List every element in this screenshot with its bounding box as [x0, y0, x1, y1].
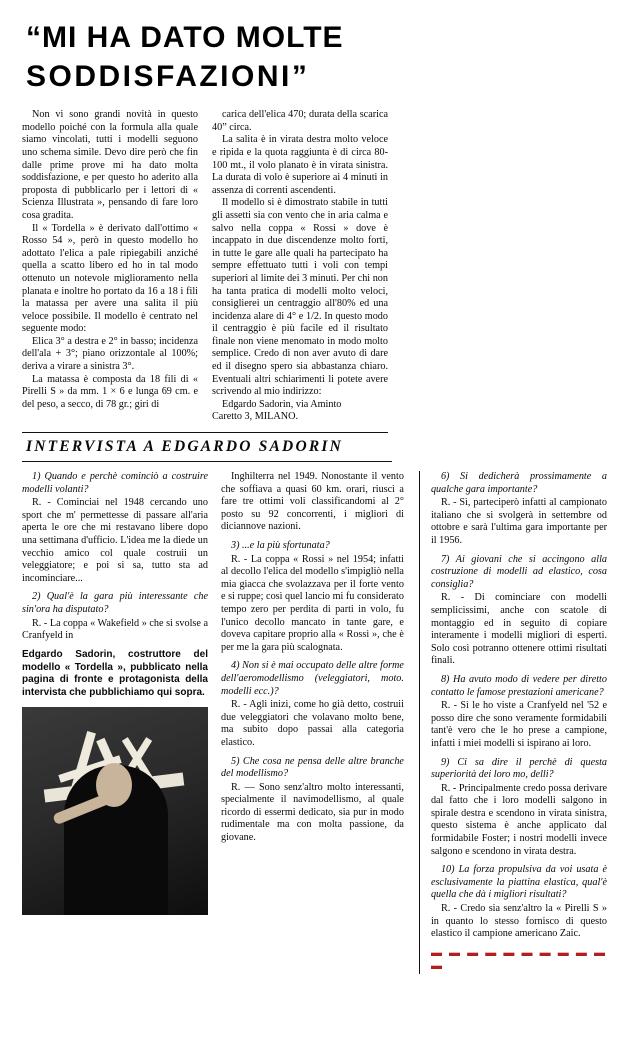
interview-question: 8) Ha avuto modo di vedere per diretto contatto le famose prestazioni americane?: [430, 673, 607, 698]
top-article-left-column: [22, 109, 198, 424]
interview-answer: Inghilterra nel 1949. Nonostante il vento che soffiava a quasi 60 km. orari, riuscì a fare tre ottimi voli classificandomi al 2° posto su 92 concorrenti, i migliori di diciannove nazioni.: [221, 471, 404, 533]
interview-body: [22, 471, 607, 974]
interview-question: 10) La forza propulsiva da voi usata è esclusivamente la piattina elastica, qual'è quella che dà i migliori risultati?: [430, 864, 607, 901]
headline-line-2: SODDISFAZIONI”: [26, 59, 310, 93]
headline-line-1: “MI HA DATO MOLTE: [26, 21, 344, 54]
photo-edgardo-sadorin: [22, 707, 208, 915]
interview-column-2: [221, 471, 404, 974]
interview-answer: R. - Sì, parteciperò infatti al campionato italiano che si svolgerà in settembre od ottobre e sarà l'ultima gara importante per il 1956.: [430, 497, 607, 546]
paragraph: carica dell'elica 470; durata della scarica 40” circa.: [212, 109, 388, 133]
interview-title: INTERVISTA A EDGARDO SADORIN: [22, 433, 392, 462]
interview-answer: R. — Sono senz'altro molto interessanti, specialmente il navimodellismo, al quale ricordo di essermi dedicato, sia pur in modo rudimentale ma con molta passione, da giovane.: [221, 781, 404, 844]
top-article-right-column: [212, 109, 388, 424]
interview-answer: R. - Di cominciare con modelli semplicissimi, anche con scatole di montaggio ed in seguito di copiare interamente i modelli migliori di esperti. Solo così potranno ottenere ottimi risultati finali.: [430, 592, 607, 667]
interview-question: 4) Non si è mai occupato delle altre forme dell'aeromodellismo (veleggiatori, moto. modelli ecc.)?: [221, 660, 404, 697]
top-article: [22, 109, 388, 424]
paragraph: Il modello si è dimostrato stabile in tutti gli assetti sia con vento che in aria calma e salvo nella coppa « Rossi » dove è incappato in due discendenze molto forti, in tutte le gare alle quali ha partecipato ha sempre effettuato tutti i voli con tempi superiori al limite dei 3 minuti. Per chi non ha tanta pratica di modelli molto veloci, consiglierei un centraggio all'80% ed una incidenza alare di 4° e 1/2. In questo modo il centraggio è più facile ed il risultato finale non viene menomato in modo molto semplice. Credo di non aver avuto di dare ed il disegno spero sia abbastanza chiaro. Eventuali altri schiarimenti li potete avere scrivendo al mio indirizzo:: [212, 197, 388, 398]
interview-question: 1) Quando e perchè cominciò a costruire modelli volanti?: [22, 471, 208, 495]
interview-column-1: [22, 471, 208, 974]
interview-question: 3) ...e la più sfortunata?: [231, 540, 330, 551]
interview-answer: R. - La coppa « Rossi » nel 1954; infatti al decollo l'elica del modello s'impigliò nella mia giacca che svolazzava per il forte vento e si ruppe; così quel lancio mi fu considerato tempo zero per perdita di parti in volo, fu l'unico decollo mancato in tante gare, e doveva capitare proprio alla « Rossi », che è per me la gara più scalognata.: [221, 553, 404, 653]
photo-caption: Edgardo Sadorin, costruttore del modello « Tordella », pubblicato nella pagina di fronte e protagonista della intervista che pubblichiamo qui sopra.: [22, 648, 208, 699]
signature-line-2: Caretto 3, MILANO.: [212, 411, 299, 423]
paragraph: Il « Tordella » è derivato dall'ottimo « Rosso 54 », però in questo modello ho adottato l'elica a pale ripiegabili anziché quella a scatto libero ed ho in tal modo ottenuto un notevole miglioramento nella planata e inoltre ho portato da 16 a 18 i fili la matassa per avere una salita il più veloce possibile. Il modello è centrato nel seguente modo:: [22, 222, 198, 335]
paragraph: La salita è in virata destra molto veloce e ripida e la quota raggiunta è di circa 80-100 mt., il volo planato è in virata sinistra. La durata di volo è superiore ai 4 minuti in assenza di correnti ascendenti.: [212, 134, 388, 196]
interview-answer: R. - Sì le ho viste a Cranfyeld nel '52 e posso dire che sono veramente formidabili tant'è vero che le ho prese a campione, infatti i miei modelli si ispirano ai loro.: [430, 700, 607, 749]
interview-answer: R. - Cominciai nel 1948 cercando uno sport che m' permettesse di passare all'aria aperta le ore che mi restavano libere dopo una settimana d'ufficio. L'idea me la diede un vecchio amico col quale costruii un veleggiatore; e poi si sa, tutto sta ad incominciare...: [22, 497, 208, 584]
paragraph: La matassa è composta da 18 fili di « Pirelli S » da mm. 1 × 6 e lunga 69 cm. e del peso, a secco, di 78 gr.; giri di: [22, 373, 198, 410]
interview-question: 9) Ci sa dire il perchè di questa superiorità dei loro mo, delli?: [430, 756, 607, 781]
signature-line-1: Edgardo Sadorin, via Aminto: [222, 398, 342, 410]
interview-answer: R. - Agli inizi, come ho già detto, costruii due veleggiatori che volavano molto bene, ma subito dopo passai alla categoria elastico.: [221, 699, 404, 748]
interview-column-3: [419, 471, 607, 974]
paragraph: Non vi sono grandi novità in questo modello poiché con la formula alla quale siamo vincolati, tutti i modelli seguono uno schema simile. Devo dire però che fin dalle prime prove mi ha dato molta soddisfazione, e per questo ho aderito alla proposta di pubblicarlo per i lettori di « Scienza Illustrata », pensando di fare loro cosa gradita.: [22, 109, 198, 221]
page-headline: [26, 20, 446, 95]
interview-answer: R. - Credo sia senz'altro la « Pirelli S » in quanto lo stesso fornisco di questo elastico il campione americano Zaic.: [430, 903, 607, 940]
paragraph: Elica 3° a destra e 2° in basso; incidenza dell'ala + 3°; piano orizzontale al 100%; deriva a virare a sinistra 3°.: [22, 335, 198, 373]
interview-question: 6) Si dedicherà prossimamente a qualche gara importante?: [430, 471, 607, 495]
interview-answer: R. - Principalmente credo possa derivare dal fatto che i loro modelli salgono in spirale destra e scendono in virata sinistra, questo sistema è anche applicato dal formidabile Foster; i nostri modelli invece salgono e scendono in virata destra.: [430, 782, 607, 857]
interview-answer: R. - La coppa « Wakefield » che si svolse a Cranfyeld in: [22, 617, 208, 642]
interview-question: 7) Ai giovani che si accingono alla costruzione di modelli ad elastico, cosa consiglia?: [430, 553, 607, 590]
interview-question: 5) Che cosa ne pensa delle altre branche del modellismo?: [221, 755, 404, 780]
footer-ornament: ▬ ▬ ▬ ▬ ▬ ▬ ▬ ▬ ▬ ▬ ▬: [430, 946, 607, 973]
interview-question: 2) Qual'è la gara più interessante che sin'ora ha disputato?: [22, 591, 208, 615]
